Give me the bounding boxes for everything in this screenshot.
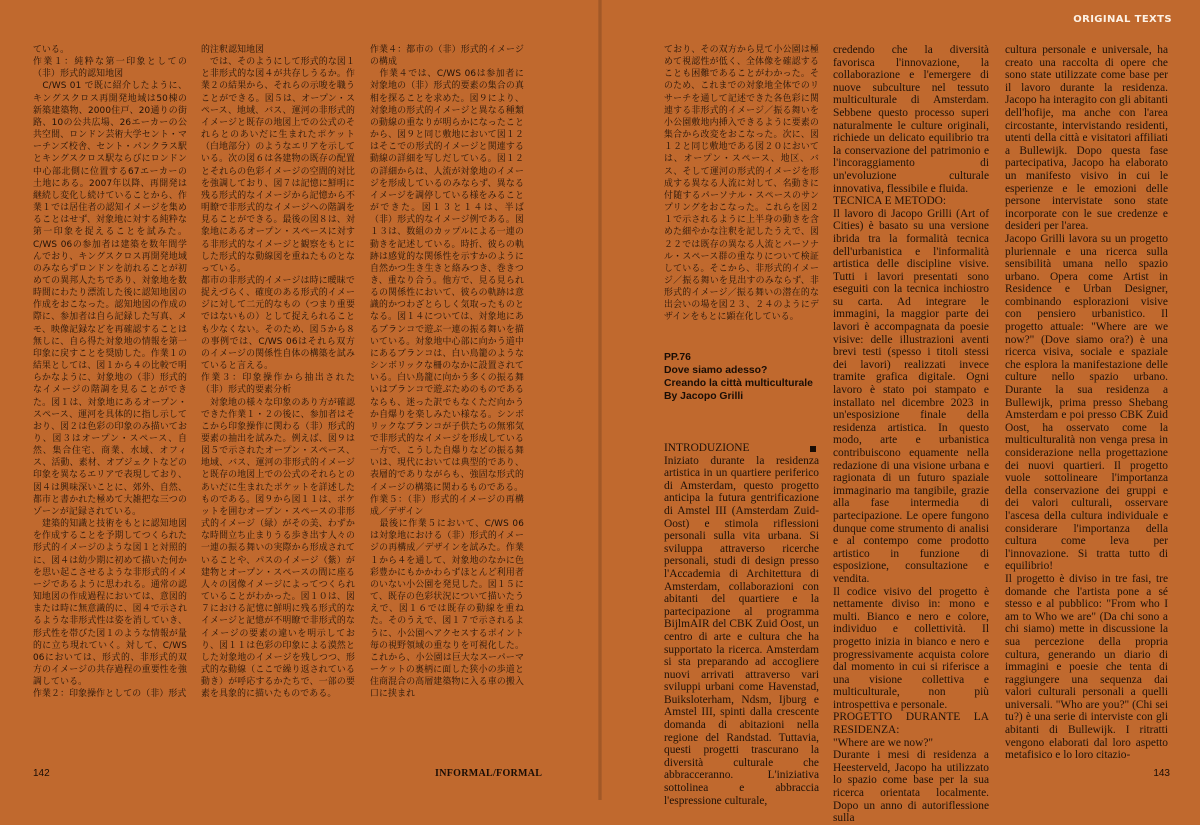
left-column-1-text: ている。 作業１：純粋な第一印象としての（非）形式的認知地図 C/WS 01 で既に紹介したように、キングスクロス再開発地域は50棟の新築建築物、2000住戸、20通りの街路、10の公共広場、26エーカーの公共空間、ロンドン芸術大学セント・マーチンズ校舎、セント・パンクラス駅とキングスクロス駅ならびにロンドン中心部北側に位置する67エーカーの土地にある。2007年以降、再開発は継続し変化し続けていることから、作業１では居住者の認知イメージを集めることはせず、対象地に対する純粋な第一印象を捉えることを試みた。C/WS 06の参加者は建築を数年間学んでおり、キングスクロス再開発地域のみならずロンドンを訪れることが初めての異邦人たちであり、対象地を数時間にわたり漂流した後に認知地図の作成をおこなった。認知地図の作成の際に、参加者は自ら記録した写真、メモ、映像記録などを再確認することは無しに、自ら得た対象地の情報を第一印象に戻すことを奨励した。作業１の結果としては、図１から４の比較で明らかなように、対象地の（非）形式的なイメージの階調を見ることができた。図１は、対象地にあるオープン・スペース、運河を具体的に指し示しており、図２は色彩の印象のみ描いており、図３はオープン・スペース、自然、集合住宅、商業、水域、オフィス、活動、素材、オブジェクトなどの印象を異なるエリアで表現しており、図４は興味深いことに、郊外、自然、都市と書かれた極めて大雑把な三つのゾーンが記録されている。 建築的知識と技術をもとに認知地図を作成することを予期してつくられた形式的イメージのような図１と対照的に、図４は幼少期に初めて描いた何かを思い起こさせるような非形式的イメージであるように思われる。通常の認知地図の作成過程においては、意図的または時に無意識的に、図４で示されるような非形式性は姿を消していき、形式性を帯びた図１のような情報が量的に立ち現れていく。対して、C/WS 06においては、形式的、非形式的双方のイメージの共存過程の重要性を強調している。 作業２：印象操作としての（非）形式 [33,45,187,700]
left-page-number: 142 [33,768,50,779]
right-column-2-text: credendo che la diversità favorisca l'innovazione, la collaborazione e l'emergere di nuove subculture nel tessuto multiculturale di Amsterdam. Sebbene questo processo superi naturalmente le culture originali, richiede un delicato equilibrio tra la conservazione del patrimonio e l'incoraggiamento di un'evoluzione culturale innovativa, flessibile e fluida. TECNICA E METODO: Il lavoro di Jacopo Grilli (Art of Cities) è basato su una versione ibrida tra la formalità tecnica dell'urbanistica e l'informalità artistica delle discipline visive. Tutti i lavori presentati sono eseguiti con la tecnica inchiostro su carta. Ad integrare le immagini, la maggior parte dei lavori è accompagnata da poesie visive: delle illustrazioni aventi brevi testi (spesso i titoli stessi dei lavori) realizzati invece tramite grafica digitale. Ogni lavoro è stato poi stampato e installato nel dicembre 2023 in un'esposizione finale della residenza artistica. In questo modo, arte e urbanistica contribuiscono equamente nella redazione di una visione urbana e ragionata di un futuro spaziale immaginario ma tangibile, grazie alla fase intermedia di partecipazione. Le opere fungono dunque come strumento di analisi e al contempo come prodotto artistico in funzione di esposizione, consultazione e vendita. Il codice visivo del progetto è nettamente diviso in: mono e multi. Bianco e nero e colore, individuo e collettività. Il progetto inizia in bianco e nero e progressivamente acquista colore dal momento in cui si riferisce a una visione collettiva e multiculturale, non più introspettiva e personale. PROGETTO DURANTE LA RESIDENZA: "Where are we now?" Durante i mesi di residenza a Heesterveld, Jacopo ha utilizzato lo spazio come base per la sua ricerca orientata localmente. Dopo un anno di autoriflessione sulla [833,44,989,825]
publication-title: INFORMAL/FORMAL [435,768,543,779]
right-column-1-bottom-text: INTRODUZIONE Iniziato durante la residenza artistica in un quartiere periferico di Amsterdam, questo progetto anticipa la futura gentrificazione di Amstel III (Amsterdam Zuid-Oost) e stimola riflessioni personali sulla vita urbana. Si sviluppa attraverso ricerche personali, studi di design presso l'Accademia di Architettura di Amsterdam, collaborazioni con abitanti del quartiere e la partecipazione al programma BijlmAIR del CBK Zuid Oost, un centro di arte e cultura che ha supportato la ricerca. Amsterdam si sta preparando ad accogliere nuovi arrivati attraverso vari sviluppi urbani come Havenstad, Buiksloterham, Ndsm, Ijburg e Amstel III, spinti dalla crescente domanda di abitazioni nella regione del Randstad. Tuttavia, questi progetti trascurano la diversità culturale che abbracceranno. L'iniziativa sottolinea e abbraccia l'espressione culturale, [664,442,819,807]
right-page-column-3 [1005,44,1168,762]
right-column-3-text: cultura personale e universale, ha creato una raccolta di opere che sono state utilizzate come base per il lavoro durante la residenza. Jacopo ha interagito con gli abitanti dell'hofije, ma anche con l'area circostante, intervistando residenti, utenti della città e visitatori affiliati a Bullewijk. Dopo questa fase partecipativa, Jacopo ha elaborato un manifesto visivo in cui le esperienze e le emozioni delle persone intervistate sono state incorporate con le sue credenze e desideri per l'area. Jacopo Grilli lavora su un progetto pluriennale e una ricerca sulla sensibilità umana nello spazio urbano. Opera come Artist in Residence e Urban Designer, combinando esplorazioni visive con pensiero urbanistico. Il progetto attuale: "Where are we now?" (Dove siamo ora?) è una ricerca visiva, sociale e spaziale che esplora la manifestazione delle culture nello spazio urbano. Durante la sua residenza a Bullewijk, prima presso Shebang Amsterdam e poi presso CBK Zuid Oost, ha osservato come la multiculturalità non venga presa in considerazione nella progettazione dei nuovi quartieri. Il progetto vuole sottolineare l'importanza della conservazione dei gruppi e dei valori culturali, osservare l'ascesa della cultura individuale e considerare l'importanza della cultura come leva per l'innovazione. Si tratta tutto di equilibrio! Il progetto è diviso in tre fasi, tre domande che l'artista pone a sé stesso e al pubblico: "From who I am to Who we are" (Da chi sono a chi siamo) mette in discussione la sua percezione della propria cultura, generando un diario di immagini e poesie che tenta di raggiungere una sequenza dai valori culturali personali a quelli universali. "Who are you?" (Chi sei tu?) è una serie di interviste con gli abitanti di Bullewijk. I ritratti vengono elaborati dal loro aspetto metafisico e lo loro citazio- [1005,44,1168,762]
article-title-line-1: Dove siamo adesso? [664,365,768,376]
running-head: ORIGINAL TEXTS [1073,14,1172,25]
right-page [602,0,1200,825]
article-heading [664,351,824,403]
right-page-column-1-bottom [664,442,819,807]
page-reference: PP.76 [664,352,691,363]
left-page-column-1 [33,44,187,736]
article-title-line-2: Creando la città multiculturale [664,378,813,389]
left-page-column-3 [370,44,524,736]
right-column-1-top-text: ており、その双方から見て小公園は極めて視認性が低く、全体像を確認することも困難であることがわかった。そのため、これまでの対象地全体でのリサーチを通して記述できた各色彩に関連する非形式的イメージ／振る舞いを小公園敷地内挿入できるように要素の集合から改変をおこなった。次に、図１２と同じ敷地である図２０においては、オープン・スペース、地区、バス、そして運河の形式的イメージを形成する異なる人流に対して、名動きに付随するパーソナル・スペースのサンプリングをおこなった。これらを図２１で示されるように上半身の動きを含めた細やかな注釈を記したうえで、図２２では既存の異なる人流とパーソナル・スペース群の重なりについて検証している。そこから、非形式的イメージ／振る舞いを見出すのみならず、非形式的イメージ／振る舞いの潜在的な出会いの場を図２３、２４のようにデザインをもとに顕在化している。 [664,45,819,323]
right-page-column-1-top [664,44,819,354]
left-page [0,0,598,800]
article-byline: By Jacopo Grilli [664,391,744,402]
right-page-number: 143 [1153,768,1170,779]
left-column-3-text: 作業４：都市の（非）形式的イメージの構成 作業４では、C/WS 06は参加者に対象地の（非）形式的要素の集合の真相を探ることを求めた。図９により、対象地の形式的イメージと異なる種類の動線の重なりが明らかになったことから、図９と同じ敷地において図１２はそこでの形式的イメージと関連する動線の詳細を写しだしている。図１２の詳細からは、人流が対象地のイメージを形成しているのみならず、異なるイメージを調停している様をみることができた。図１３と１４は、半ば（非）形式的なイメージ例である。図１３は、数組のカップルによる一連の動きを記述している。時折、彼らの軌跡は感覚的な関係性を示すかのように自然かつ生き生きと絡みつき、巻きつき、重なり合う。他方で、見る見られるの関係性において、彼らの軌跡は意識的かつわざとらしく気取ったものとなる。図１４については、対象地にあるブランコで遊ぶ一連の振る舞いを描いている。対象地中心部に向かう道中にあるブランコは、白い鳥籠のようなシンボリックな柵のなかに設置されている。白い鳥籠に向かう多くの振る舞いはブランコで遊ぶためのものであるならも、迷った訳でもなくただ向かうか自爆りを楽しみたい様なる。シンボリックなブランコが子供たちの無邪気で非形式的なイメージを形成している一方で、こうした自爆りなどの振る舞いは、現代においては典型的であり、表層的でありながらも、強固な形式的イメージの構築に関わるものである。 作業５：（非）形式的イメージの再構成／デザイン 最後に作業５において、C/WS 06は対象地における（非）形式的イメージの再構成／デザインを試みた。作業１から４を通して、対象地のなかに色彩豊かにもかかわらずほとんど利用者のいない小公園を発見した。図１５にて、既存の色彩状況について描いたうえで、図１６では既存の動線を重ねた。そのうえで、図１７で示されるように、小公園へアクセスするポイント毎の視野領域の重なりを可視化した。これから、小公園は巨大なスーパーマーケットの裏柄に面した狭小の歩道と住商混合の高層建築物に入る車の搬入口に挟まれ [370,45,524,700]
right-page-column-2 [833,44,989,825]
left-page-column-2 [201,44,355,736]
left-column-2-text: 的注釈認知地図 では、そのようにして形式的な図１と非形式的な図４が共存しうるか。作業２の結果から、それらの示唆を職うことができる。図５は、オープン・スペース、地域、バス、運河の非形式的イメージと既存の地図上での公式のそれらとのあいだに生まれたポケット（白地部分）のようなエリアを示している。次の図６は各建物の既存の配置とそれらの色彩イメージの空間的対比を強調しており、図７は記憶に鮮明に残る形式的なイメージから記憶から不明瞭で非形式的なイメージへの階調を見ることができる。最後の図８は、対象地にあるオープン・スペースに対する非形式的なイメージと観察をもとにした形式的な動線図を重ねたものとなっている。 都市の非形式的イメージは時に曖昧で捉えづらく、確度のある形式的イメージに対して二元的なもの（つまり重要ではないもの）として捉えられることも少なくない。そのため、図５から８の事例では、C/WS 06はそれら双方のイメージの関係性自体の構築を試みていると言える。 作業３：印象操作から抽出された（非）形式的要素分析 対象地の様々な印象のあり方が確認できた作業１・２の後に、参加者はそこから印象操作に関わる（非）形式的要素の抽出を試みた。例えば、図９は図５で示されたオープン・スペース、地域、バス、運河の非形式的イメージと既存の地図上での公式のそれらとのあいだに生まれたポケットを詳述したものである。図９から図１１は、ポケットを囲むオープン・スペースの非形式的イメージ（緑）がその美、わずかな時間立ち止まりうる歩き出す人々の一連の振る舞いの実際から形成されていることや、パスのイメージ（紫）が建物とオープン・スペースの間に座る人々の図像イメージによってつくられていることがわかった。図１０は、図７における記憶に鮮明に残る形式的なイメージと記憶が不明瞭で非形式的なイメージの要素の違いを明示しており、図１１は色彩の印象による漠然とした対象地のイメージを残しつつ、形式的な動線（ここで繰り返されている動き）が呼応するかたちで、一部の要素を具象的に描いたものである。 [201,45,355,700]
